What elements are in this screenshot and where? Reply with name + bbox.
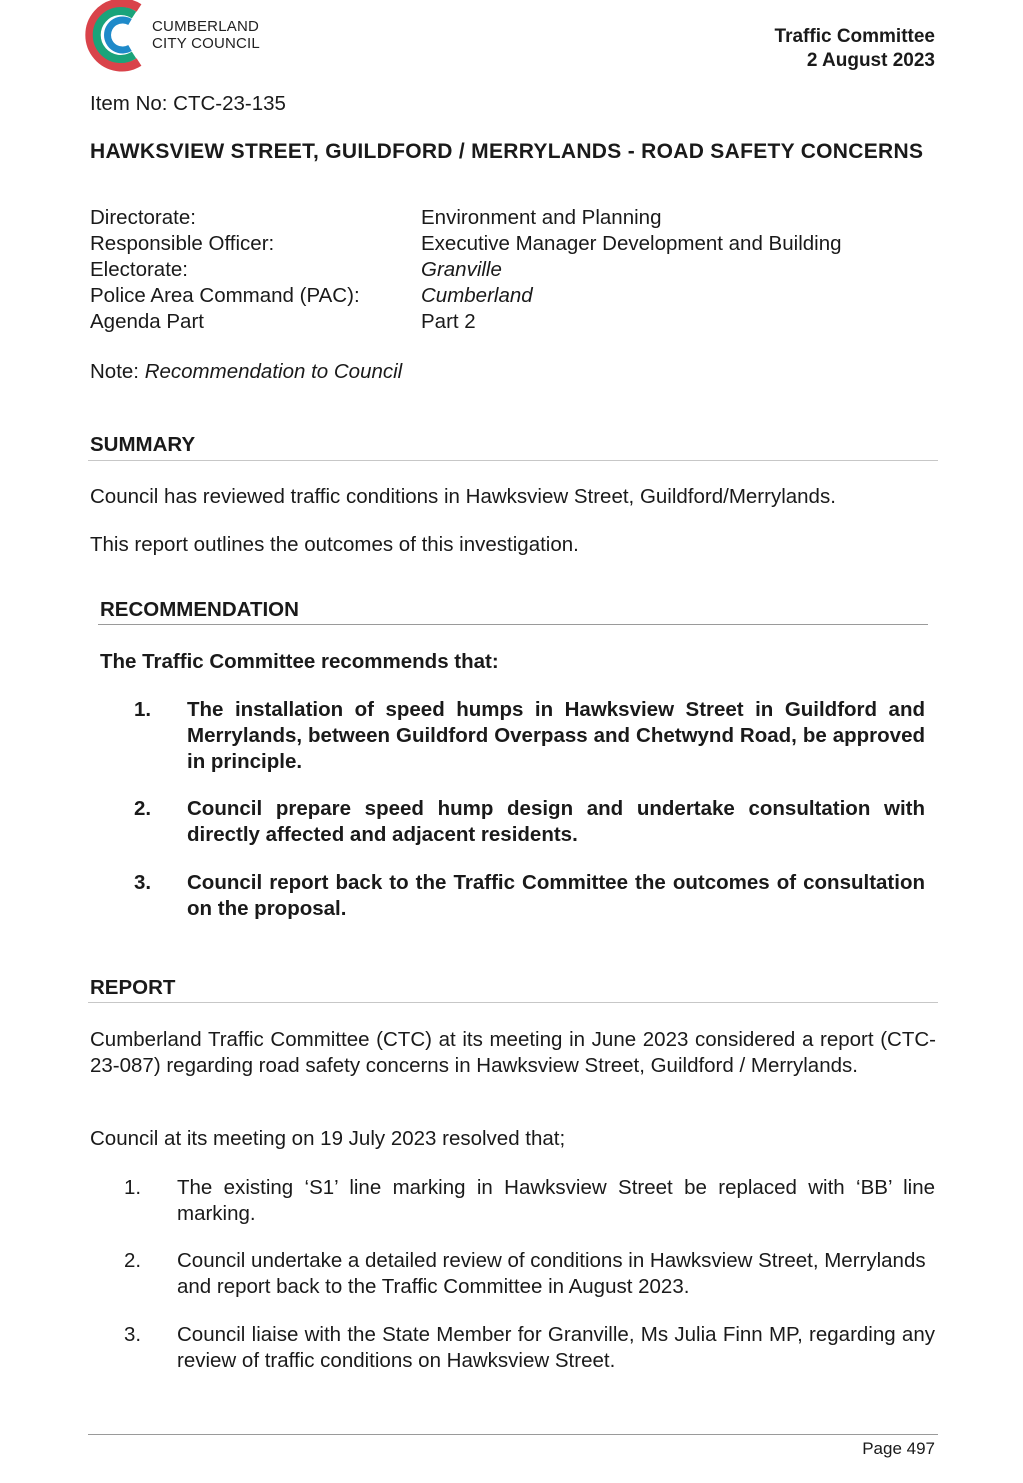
item-text: Council liaise with the State Member for Granville, Ms Julia Finn MP, regarding any review of traffic conditions on Hawksview Street. (177, 1323, 935, 1372)
page-title: HAWKSVIEW STREET, GUILDFORD / MERRYLANDS - ROAD SAFETY CONCERNS (90, 140, 924, 163)
header-meta (775, 25, 935, 73)
recommendation-item (100, 697, 925, 775)
report-item (90, 1175, 935, 1227)
page-number: Page 497 (862, 1439, 935, 1458)
report-paragraph: Council at its meeting on 19 July 2023 resolved that; (90, 1127, 566, 1150)
item-text: Council report back to the Traffic Committee the outcomes of consultation on the proposal. (187, 871, 925, 920)
item-text: The existing ‘S1’ line marking in Hawksview Street be replaced with ‘BB’ line marking. (177, 1176, 935, 1225)
item-number: 2. (124, 1249, 142, 1272)
recommendation-item (100, 870, 925, 922)
meta-table (90, 205, 842, 335)
report-divider (88, 1002, 938, 1003)
item-text: Council prepare speed hump design and undertake consultation with directly affected and adjacent residents. (187, 797, 925, 846)
item-text: The installation of speed humps in Hawksview Street in Guildford and Merrylands, between Guildford Overpass and Chetwynd Road, be approved in principle. (187, 698, 925, 773)
item-number: 1. (124, 1176, 142, 1199)
note-label: Note: (90, 360, 139, 383)
recommendation-item (100, 796, 925, 848)
footer-divider (88, 1434, 938, 1435)
meta-row (90, 205, 842, 231)
meta-value: Cumberland (421, 284, 533, 307)
meta-value: Executive Manager Development and Building (421, 232, 842, 255)
recommendation-divider (98, 624, 928, 625)
recommendation-intro: The Traffic Committee recommends that: (100, 650, 499, 673)
summary-paragraph: This report outlines the outcomes of this investigation. (90, 533, 579, 556)
meta-label: Electorate: (90, 258, 188, 281)
meta-row (90, 257, 842, 283)
meta-value: Granville (421, 258, 502, 281)
logo-line-1: CUMBERLAND (152, 18, 260, 35)
meeting-date: 2 August 2023 (806, 50, 935, 71)
meta-value: Part 2 (421, 310, 476, 333)
report-item (90, 1248, 935, 1300)
meta-label: Police Area Command (PAC): (90, 284, 360, 307)
meta-row (90, 231, 842, 257)
item-number: 3. (134, 871, 152, 894)
item-text: Council undertake a detailed review of conditions in Hawksview Street, Merrylands and report back to the Traffic Committee in August 2023. (177, 1249, 926, 1298)
item-number: 2. (134, 797, 152, 820)
committee-name: Traffic Committee (774, 26, 935, 47)
item-number: Item No: CTC-23-135 (90, 92, 286, 115)
meta-row (90, 309, 842, 335)
item-number: 3. (124, 1323, 142, 1346)
meta-row (90, 283, 842, 309)
summary-divider (88, 460, 938, 461)
meta-label: Agenda Part (90, 310, 204, 333)
summary-heading: SUMMARY (90, 433, 196, 456)
report-heading: REPORT (90, 976, 176, 999)
note (90, 359, 402, 385)
meta-label: Directorate: (90, 206, 196, 229)
note-value: Recommendation to Council (144, 360, 403, 383)
meta-value: Environment and Planning (421, 206, 662, 229)
meta-label: Responsible Officer: (90, 232, 275, 255)
report-item (90, 1322, 935, 1374)
item-number: 1. (134, 698, 152, 721)
recommendation-heading: RECOMMENDATION (100, 598, 299, 621)
logo-line-2: CITY COUNCIL (152, 35, 260, 52)
report-paragraph: Cumberland Traffic Committee (CTC) at its meeting in June 2023 considered a report (CTC-23-087) regarding road safety concerns in Hawksview Street, Guildford / Merrylands. (90, 1028, 936, 1077)
summary-paragraph: Council has reviewed traffic conditions in Hawksview Street, Guildford/Merrylands. (90, 485, 836, 508)
logo-wordmark (152, 18, 260, 52)
